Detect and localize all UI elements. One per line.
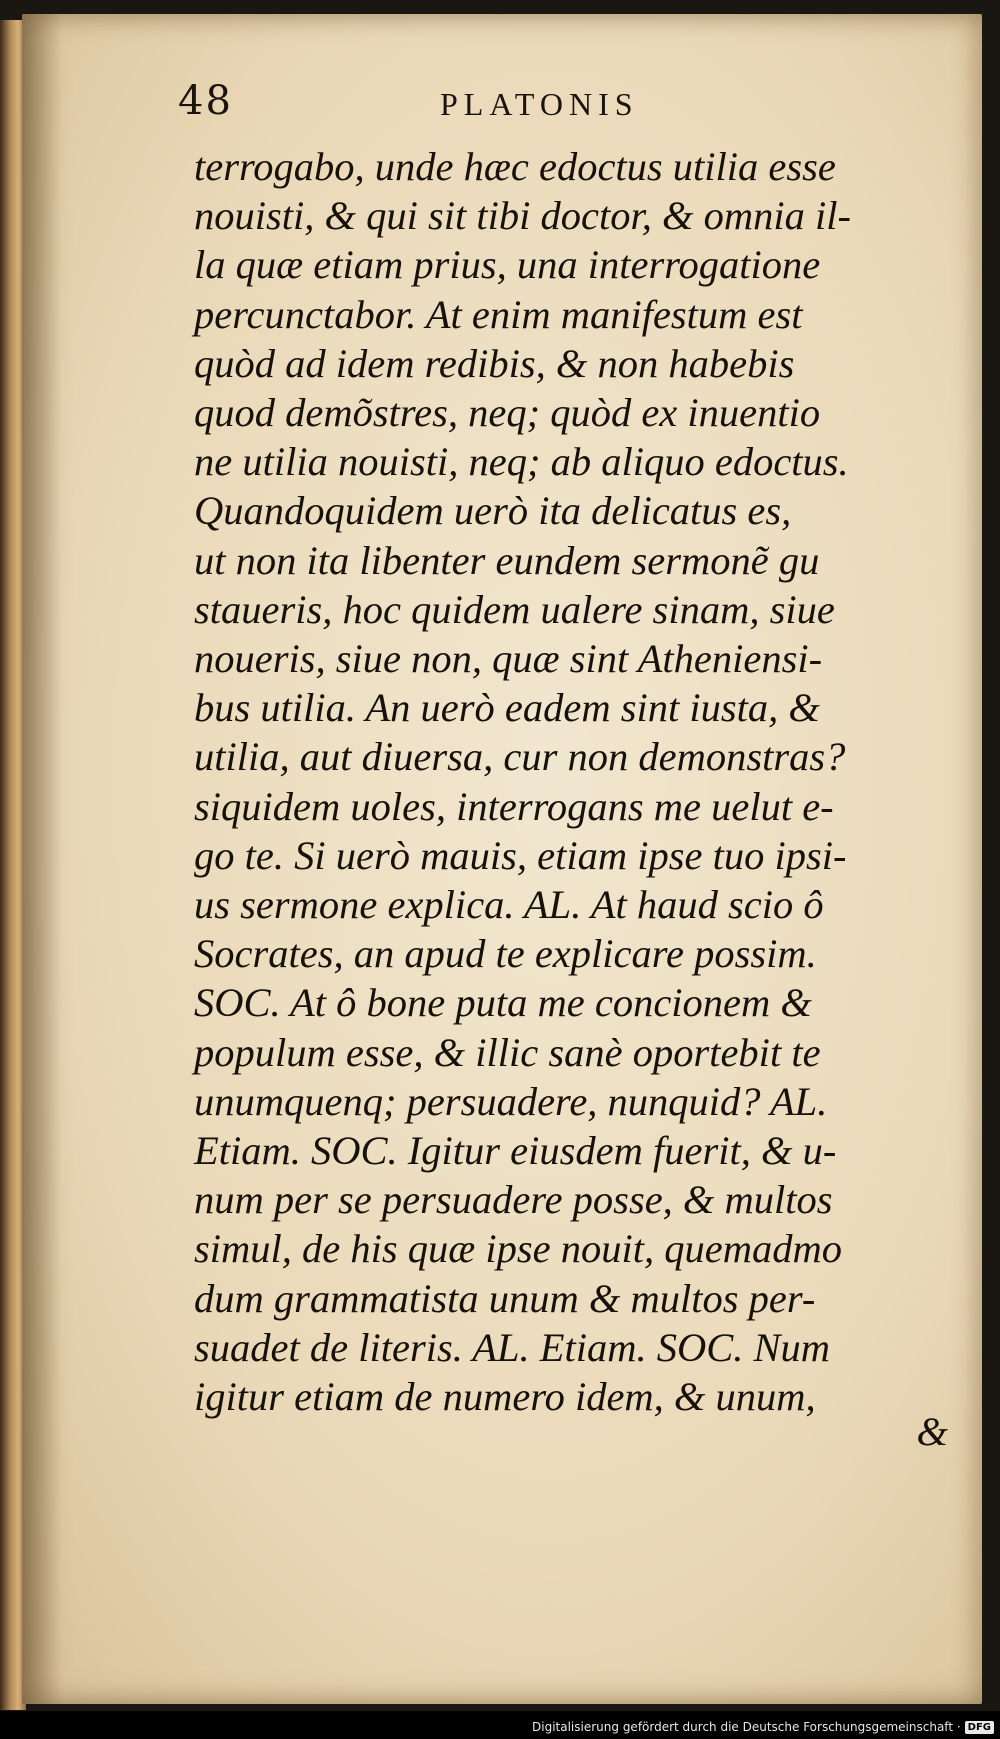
text-line: noueris, siue non, quæ sint Atheniensi- [194,636,823,682]
text-line: ne utilia nouisti, neq; ab aliquo edoctus. [194,439,849,485]
text-line: dum grammatista unum & multos per- [194,1275,816,1321]
text-line: quòd ad idem redibis, & non habebis [194,340,795,386]
text-line: bus utilia. An uerò eadem sint iusta, & [194,685,820,731]
text-line: us sermone explica. AL. At haud scio ô [194,882,824,928]
text-line: percunctabor. At enim manifestum est [194,291,803,337]
text-line: igitur etiam de numero idem, & unum, [194,1374,816,1420]
text-line: ut non ita libenter eundem sermonẽ gu [194,537,820,583]
catchword: & [916,1409,948,1454]
text-line: num per se persuadere posse, & multos [194,1177,833,1223]
running-head: PLATONIS [440,86,639,122]
text-line: la quæ etiam prius, una interrogatione [194,242,821,288]
gutter-shadow [22,14,62,1704]
text-line: suadet de literis. AL. Etiam. SOC. Num [194,1324,831,1370]
text-line: staueris, hoc quidem ualere sinam, siue [194,586,835,632]
text-line: Socrates, an apud te explicare possim. [194,931,817,977]
text-line: terrogabo, unde hæc edoctus utilia esse [194,144,836,189]
text-line: siquidem uoles, interrogans me uelut e- [194,783,834,829]
text-line: quod demõstres, neq; quòd ex inuentio [194,390,821,436]
text-line: populum esse, & illic sanè oportebit te [194,1029,821,1075]
text-line: Etiam. SOC. Igitur eiusdem fuerit, & u- [194,1128,837,1174]
text-line: nouisti, & qui sit tibi doctor, & omnia il- [194,193,852,239]
text-line: SOC. At ô bone puta me concionem & [194,980,812,1026]
page-number: 48 [178,78,233,124]
text-line: go te. Si uerò mauis, etiam ipse tuo ipsi- [194,832,847,878]
text-line: simul, de his quæ ipse nouit, quemadmo [194,1226,842,1272]
dfg-credit [532,1720,994,1734]
credit-text: Digitalisierung gefördert durch die Deutsche Forschungsgemeinschaft · [532,1720,961,1734]
text-line: utilia, aut diuersa, cur non demonstras? [194,734,846,780]
dfg-logo-icon: DFG [965,1721,994,1734]
text-line: unumquenq; persuadere, nunquid? AL. [194,1078,828,1124]
digitization-footer [0,1711,1000,1739]
body-text [194,142,954,1421]
text-line: Quandoquidem uerò ita delicatus es, [194,488,792,534]
